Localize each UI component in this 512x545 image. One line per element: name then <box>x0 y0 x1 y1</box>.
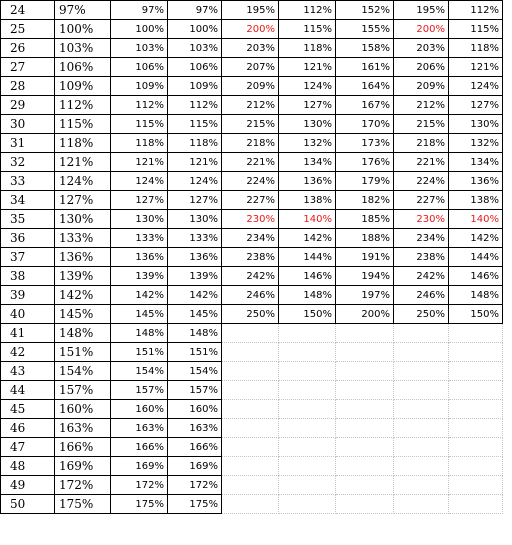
value-cell-c[interactable]: 238% <box>222 248 279 267</box>
value-cell-g[interactable] <box>449 324 503 343</box>
percent-cell[interactable]: 142% <box>55 286 111 305</box>
row-number-cell[interactable]: 27 <box>1 58 55 77</box>
value-cell-e[interactable]: 164% <box>336 77 394 96</box>
value-cell-g[interactable]: 112% <box>449 1 503 20</box>
value-cell-c[interactable] <box>222 381 279 400</box>
value-cell-d[interactable]: 124% <box>279 77 336 96</box>
value-cell-a[interactable]: 145% <box>111 305 168 324</box>
value-cell-c[interactable] <box>222 495 279 514</box>
row-number-cell[interactable]: 30 <box>1 115 55 134</box>
percent-cell[interactable]: 121% <box>55 153 111 172</box>
table-row <box>1 248 503 267</box>
percent-cell[interactable]: 103% <box>55 39 111 58</box>
row-number-cell[interactable]: 41 <box>1 324 55 343</box>
value-cell-b[interactable]: 136% <box>168 248 222 267</box>
value-cell-c[interactable]: 195% <box>222 1 279 20</box>
value-cell-b[interactable]: 151% <box>168 343 222 362</box>
row-number-cell[interactable]: 24 <box>1 1 55 20</box>
value-cell-g[interactable]: 121% <box>449 58 503 77</box>
value-cell-d[interactable]: 132% <box>279 134 336 153</box>
value-cell-c[interactable]: 207% <box>222 58 279 77</box>
table-row <box>1 362 503 381</box>
value-cell-d[interactable]: 146% <box>279 267 336 286</box>
table-row <box>1 191 503 210</box>
value-cell-b[interactable]: 154% <box>168 362 222 381</box>
table-row <box>1 476 503 495</box>
value-cell-a[interactable]: 100% <box>111 20 168 39</box>
value-cell-a[interactable]: 118% <box>111 134 168 153</box>
value-cell-g[interactable]: 118% <box>449 39 503 58</box>
value-cell-f[interactable] <box>394 400 449 419</box>
value-cell-f[interactable]: 212% <box>394 96 449 115</box>
value-cell-d[interactable] <box>279 324 336 343</box>
value-cell-b[interactable]: 118% <box>168 134 222 153</box>
value-cell-b[interactable]: 160% <box>168 400 222 419</box>
value-cell-f[interactable]: 215% <box>394 115 449 134</box>
percent-cell[interactable]: 130% <box>55 210 111 229</box>
table-row <box>1 115 503 134</box>
value-cell-b[interactable]: 148% <box>168 324 222 343</box>
value-cell-f[interactable] <box>394 343 449 362</box>
value-cell-b[interactable]: 175% <box>168 495 222 514</box>
value-cell-a[interactable]: 154% <box>111 362 168 381</box>
value-cell-b[interactable]: 145% <box>168 305 222 324</box>
value-cell-g[interactable]: 142% <box>449 229 503 248</box>
percent-cell[interactable]: 175% <box>55 495 111 514</box>
table-row <box>1 438 503 457</box>
value-cell-b[interactable]: 121% <box>168 153 222 172</box>
value-cell-d[interactable] <box>279 343 336 362</box>
value-cell-d[interactable]: 130% <box>279 115 336 134</box>
percent-cell[interactable]: 145% <box>55 305 111 324</box>
value-cell-c[interactable]: 246% <box>222 286 279 305</box>
value-cell-e[interactable] <box>336 381 394 400</box>
value-cell-e[interactable]: 185% <box>336 210 394 229</box>
row-number-cell[interactable]: 25 <box>1 20 55 39</box>
row-number-cell[interactable]: 29 <box>1 96 55 115</box>
row-number-cell[interactable]: 48 <box>1 457 55 476</box>
value-cell-d[interactable]: 148% <box>279 286 336 305</box>
value-cell-g[interactable]: 150% <box>449 305 503 324</box>
value-cell-a[interactable]: 115% <box>111 115 168 134</box>
value-cell-e[interactable] <box>336 476 394 495</box>
value-cell-e[interactable] <box>336 362 394 381</box>
table-row <box>1 1 503 20</box>
value-cell-f[interactable] <box>394 476 449 495</box>
value-cell-b[interactable]: 100% <box>168 20 222 39</box>
value-cell-f[interactable]: 227% <box>394 191 449 210</box>
value-cell-e[interactable]: 152% <box>336 1 394 20</box>
value-cell-f[interactable]: 195% <box>394 1 449 20</box>
row-number-cell[interactable]: 36 <box>1 229 55 248</box>
value-cell-e[interactable]: 191% <box>336 248 394 267</box>
row-number-cell[interactable]: 32 <box>1 153 55 172</box>
table-row <box>1 286 503 305</box>
value-cell-b[interactable]: 169% <box>168 457 222 476</box>
value-cell-a[interactable]: 130% <box>111 210 168 229</box>
value-cell-f[interactable]: 230% <box>394 210 449 229</box>
row-number-cell[interactable]: 43 <box>1 362 55 381</box>
value-cell-f[interactable] <box>394 419 449 438</box>
value-cell-d[interactable] <box>279 381 336 400</box>
value-cell-a[interactable]: 103% <box>111 39 168 58</box>
percent-cell[interactable]: 160% <box>55 400 111 419</box>
value-cell-e[interactable]: 200% <box>336 305 394 324</box>
percent-cell[interactable]: 166% <box>55 438 111 457</box>
value-cell-g[interactable]: 124% <box>449 77 503 96</box>
value-cell-c[interactable] <box>222 362 279 381</box>
value-cell-d[interactable] <box>279 438 336 457</box>
value-cell-g[interactable] <box>449 343 503 362</box>
value-cell-c[interactable]: 218% <box>222 134 279 153</box>
percent-cell[interactable]: 124% <box>55 172 111 191</box>
value-cell-c[interactable]: 212% <box>222 96 279 115</box>
row-number-cell[interactable]: 45 <box>1 400 55 419</box>
value-cell-f[interactable]: 246% <box>394 286 449 305</box>
value-cell-f[interactable]: 250% <box>394 305 449 324</box>
table-row <box>1 457 503 476</box>
value-cell-e[interactable]: 158% <box>336 39 394 58</box>
value-cell-d[interactable]: 144% <box>279 248 336 267</box>
value-cell-f[interactable] <box>394 457 449 476</box>
value-cell-e[interactable] <box>336 495 394 514</box>
value-cell-e[interactable]: 197% <box>336 286 394 305</box>
value-cell-c[interactable]: 250% <box>222 305 279 324</box>
table-row <box>1 267 503 286</box>
value-cell-a[interactable]: 166% <box>111 438 168 457</box>
row-number-cell[interactable]: 39 <box>1 286 55 305</box>
row-number-cell[interactable]: 33 <box>1 172 55 191</box>
value-cell-g[interactable]: 130% <box>449 115 503 134</box>
value-cell-g[interactable] <box>449 400 503 419</box>
value-cell-f[interactable]: 203% <box>394 39 449 58</box>
value-cell-b[interactable]: 133% <box>168 229 222 248</box>
value-cell-c[interactable]: 230% <box>222 210 279 229</box>
value-cell-b[interactable]: 115% <box>168 115 222 134</box>
value-cell-g[interactable]: 140% <box>449 210 503 229</box>
value-cell-f[interactable] <box>394 362 449 381</box>
percent-cell[interactable]: 148% <box>55 324 111 343</box>
value-cell-d[interactable] <box>279 495 336 514</box>
value-cell-b[interactable]: 166% <box>168 438 222 457</box>
value-cell-a[interactable]: 148% <box>111 324 168 343</box>
value-cell-e[interactable]: 176% <box>336 153 394 172</box>
row-number-cell[interactable]: 44 <box>1 381 55 400</box>
table-row <box>1 134 503 153</box>
value-cell-a[interactable]: 157% <box>111 381 168 400</box>
table-row <box>1 172 503 191</box>
row-number-cell[interactable]: 37 <box>1 248 55 267</box>
row-number-cell[interactable]: 34 <box>1 191 55 210</box>
value-cell-e[interactable] <box>336 324 394 343</box>
value-cell-a[interactable]: 172% <box>111 476 168 495</box>
percent-cell[interactable]: 127% <box>55 191 111 210</box>
value-cell-f[interactable]: 221% <box>394 153 449 172</box>
value-cell-b[interactable]: 112% <box>168 96 222 115</box>
value-cell-e[interactable]: 170% <box>336 115 394 134</box>
value-cell-b[interactable]: 124% <box>168 172 222 191</box>
row-number-cell[interactable]: 40 <box>1 305 55 324</box>
value-cell-a[interactable]: 142% <box>111 286 168 305</box>
percent-cell[interactable]: 163% <box>55 419 111 438</box>
value-cell-f[interactable]: 224% <box>394 172 449 191</box>
value-cell-a[interactable]: 121% <box>111 153 168 172</box>
percent-cell[interactable]: 100% <box>55 20 111 39</box>
row-number-cell[interactable]: 26 <box>1 39 55 58</box>
value-cell-g[interactable]: 148% <box>449 286 503 305</box>
value-cell-g[interactable] <box>449 419 503 438</box>
row-number-cell[interactable]: 46 <box>1 419 55 438</box>
table-row <box>1 343 503 362</box>
value-cell-f[interactable] <box>394 381 449 400</box>
value-cell-f[interactable]: 234% <box>394 229 449 248</box>
value-cell-e[interactable] <box>336 457 394 476</box>
table-row <box>1 153 503 172</box>
value-cell-d[interactable]: 134% <box>279 153 336 172</box>
value-cell-b[interactable]: 142% <box>168 286 222 305</box>
row-number-cell[interactable]: 47 <box>1 438 55 457</box>
value-cell-e[interactable] <box>336 419 394 438</box>
value-cell-e[interactable]: 194% <box>336 267 394 286</box>
value-cell-d[interactable] <box>279 419 336 438</box>
value-cell-c[interactable]: 215% <box>222 115 279 134</box>
value-cell-f[interactable] <box>394 495 449 514</box>
value-cell-a[interactable]: 160% <box>111 400 168 419</box>
value-cell-a[interactable]: 106% <box>111 58 168 77</box>
value-cell-c[interactable] <box>222 324 279 343</box>
value-cell-e[interactable]: 182% <box>336 191 394 210</box>
value-cell-b[interactable]: 106% <box>168 58 222 77</box>
value-cell-d[interactable]: 136% <box>279 172 336 191</box>
percent-cell[interactable]: 154% <box>55 362 111 381</box>
value-cell-e[interactable] <box>336 400 394 419</box>
value-cell-b[interactable]: 127% <box>168 191 222 210</box>
value-cell-c[interactable] <box>222 343 279 362</box>
table-row <box>1 210 503 229</box>
value-cell-c[interactable]: 234% <box>222 229 279 248</box>
value-cell-b[interactable]: 139% <box>168 267 222 286</box>
table-row <box>1 58 503 77</box>
percent-cell[interactable]: 169% <box>55 457 111 476</box>
percent-cell[interactable]: 157% <box>55 381 111 400</box>
value-cell-d[interactable]: 121% <box>279 58 336 77</box>
value-cell-a[interactable]: 169% <box>111 457 168 476</box>
table-row <box>1 324 503 343</box>
table-row <box>1 381 503 400</box>
value-cell-g[interactable]: 115% <box>449 20 503 39</box>
percent-cell[interactable]: 115% <box>55 115 111 134</box>
value-cell-g[interactable] <box>449 362 503 381</box>
value-cell-d[interactable]: 142% <box>279 229 336 248</box>
row-number-cell[interactable]: 28 <box>1 77 55 96</box>
value-cell-a[interactable]: 136% <box>111 248 168 267</box>
row-number-cell[interactable]: 42 <box>1 343 55 362</box>
value-cell-a[interactable]: 151% <box>111 343 168 362</box>
percent-cell[interactable]: 118% <box>55 134 111 153</box>
value-cell-f[interactable]: 206% <box>394 58 449 77</box>
table-row <box>1 20 503 39</box>
value-cell-c[interactable]: 221% <box>222 153 279 172</box>
value-cell-d[interactable] <box>279 400 336 419</box>
table-row <box>1 39 503 58</box>
value-cell-d[interactable] <box>279 362 336 381</box>
value-cell-f[interactable]: 200% <box>394 20 449 39</box>
value-cell-c[interactable]: 203% <box>222 39 279 58</box>
percent-cell[interactable]: 139% <box>55 267 111 286</box>
value-cell-a[interactable]: 112% <box>111 96 168 115</box>
value-cell-d[interactable]: 138% <box>279 191 336 210</box>
percent-cell[interactable]: 172% <box>55 476 111 495</box>
value-cell-d[interactable] <box>279 476 336 495</box>
table-row <box>1 305 503 324</box>
value-cell-d[interactable]: 150% <box>279 305 336 324</box>
table-row <box>1 400 503 419</box>
value-cell-d[interactable]: 115% <box>279 20 336 39</box>
table-row <box>1 229 503 248</box>
value-cell-e[interactable]: 173% <box>336 134 394 153</box>
value-cell-f[interactable]: 238% <box>394 248 449 267</box>
value-cell-d[interactable]: 118% <box>279 39 336 58</box>
value-cell-g[interactable] <box>449 457 503 476</box>
value-cell-g[interactable]: 146% <box>449 267 503 286</box>
value-cell-g[interactable]: 144% <box>449 248 503 267</box>
value-cell-c[interactable]: 227% <box>222 191 279 210</box>
value-cell-f[interactable] <box>394 438 449 457</box>
value-cell-b[interactable]: 109% <box>168 77 222 96</box>
value-cell-g[interactable] <box>449 381 503 400</box>
value-cell-a[interactable]: 97% <box>111 1 168 20</box>
value-cell-c[interactable]: 209% <box>222 77 279 96</box>
value-cell-e[interactable] <box>336 343 394 362</box>
row-number-cell[interactable]: 50 <box>1 495 55 514</box>
value-cell-f[interactable]: 242% <box>394 267 449 286</box>
value-cell-d[interactable]: 112% <box>279 1 336 20</box>
value-cell-g[interactable]: 127% <box>449 96 503 115</box>
value-cell-a[interactable]: 127% <box>111 191 168 210</box>
value-cell-a[interactable]: 133% <box>111 229 168 248</box>
percent-cell[interactable]: 109% <box>55 77 111 96</box>
table-row <box>1 77 503 96</box>
percent-cell[interactable]: 133% <box>55 229 111 248</box>
value-cell-a[interactable]: 163% <box>111 419 168 438</box>
value-cell-c[interactable] <box>222 419 279 438</box>
value-cell-e[interactable]: 179% <box>336 172 394 191</box>
row-number-cell[interactable]: 38 <box>1 267 55 286</box>
value-cell-d[interactable] <box>279 457 336 476</box>
value-cell-a[interactable]: 175% <box>111 495 168 514</box>
value-cell-b[interactable]: 172% <box>168 476 222 495</box>
value-cell-e[interactable] <box>336 438 394 457</box>
value-cell-b[interactable]: 103% <box>168 39 222 58</box>
value-cell-a[interactable]: 124% <box>111 172 168 191</box>
percent-cell[interactable]: 151% <box>55 343 111 362</box>
value-cell-f[interactable]: 218% <box>394 134 449 153</box>
value-cell-c[interactable] <box>222 438 279 457</box>
value-cell-e[interactable]: 161% <box>336 58 394 77</box>
value-cell-c[interactable]: 242% <box>222 267 279 286</box>
value-cell-g[interactable]: 132% <box>449 134 503 153</box>
row-number-cell[interactable]: 49 <box>1 476 55 495</box>
value-cell-g[interactable] <box>449 495 503 514</box>
percent-cell[interactable]: 136% <box>55 248 111 267</box>
table-row <box>1 419 503 438</box>
value-cell-g[interactable]: 134% <box>449 153 503 172</box>
value-cell-g[interactable]: 138% <box>449 191 503 210</box>
table-row <box>1 495 503 514</box>
percent-cell[interactable]: 106% <box>55 58 111 77</box>
value-cell-a[interactable]: 139% <box>111 267 168 286</box>
value-cell-c[interactable] <box>222 476 279 495</box>
percent-cell[interactable]: 97% <box>55 1 111 20</box>
value-cell-e[interactable]: 155% <box>336 20 394 39</box>
value-cell-e[interactable]: 167% <box>336 96 394 115</box>
value-cell-g[interactable] <box>449 438 503 457</box>
value-cell-g[interactable]: 136% <box>449 172 503 191</box>
value-cell-e[interactable]: 188% <box>336 229 394 248</box>
value-cell-b[interactable]: 163% <box>168 419 222 438</box>
value-cell-d[interactable]: 140% <box>279 210 336 229</box>
row-number-cell[interactable]: 35 <box>1 210 55 229</box>
table-row <box>1 96 503 115</box>
value-cell-a[interactable]: 109% <box>111 77 168 96</box>
value-cell-g[interactable] <box>449 476 503 495</box>
value-cell-f[interactable]: 209% <box>394 77 449 96</box>
value-cell-b[interactable]: 130% <box>168 210 222 229</box>
value-cell-c[interactable] <box>222 400 279 419</box>
value-cell-d[interactable]: 127% <box>279 96 336 115</box>
value-cell-c[interactable]: 224% <box>222 172 279 191</box>
row-number-cell[interactable]: 31 <box>1 134 55 153</box>
value-cell-b[interactable]: 97% <box>168 1 222 20</box>
value-cell-c[interactable]: 200% <box>222 20 279 39</box>
percent-cell[interactable]: 112% <box>55 96 111 115</box>
value-cell-b[interactable]: 157% <box>168 381 222 400</box>
value-cell-f[interactable] <box>394 324 449 343</box>
value-cell-c[interactable] <box>222 457 279 476</box>
